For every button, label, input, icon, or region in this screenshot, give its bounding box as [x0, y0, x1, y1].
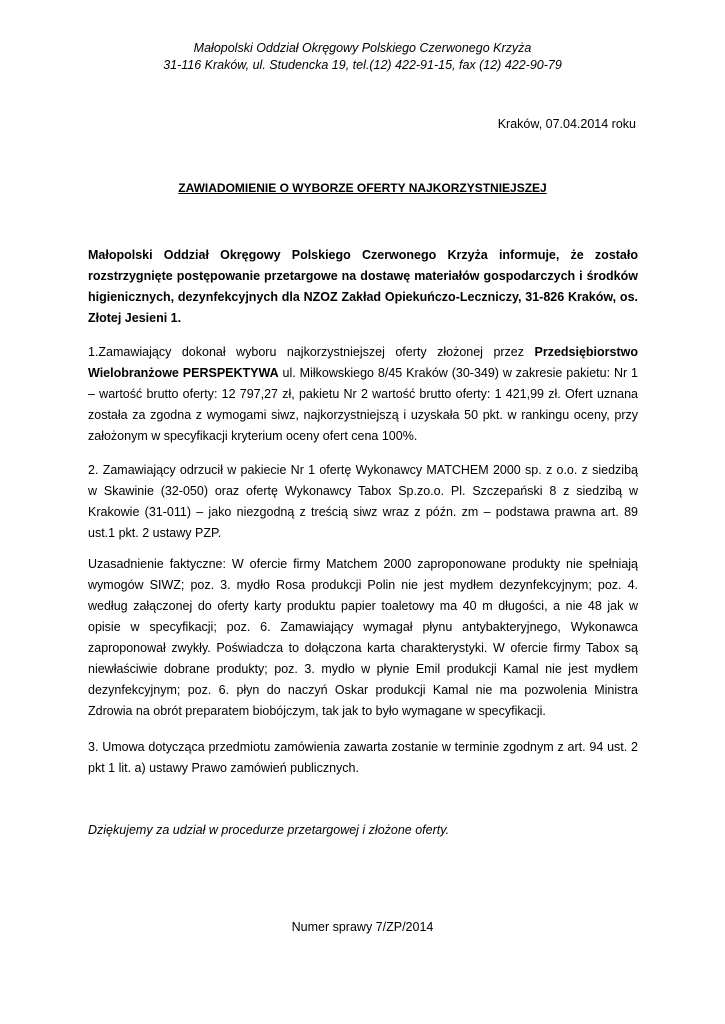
thank-you-note: Dziękujemy za udział w procedurze przetargowej i złożone oferty. — [88, 823, 450, 837]
paragraph-2: 2. Zamawiający odrzucił w pakiecie Nr 1 ofertę Wykonawcy MATCHEM 2000 sp. z o.o. z siedzibą w Skawinie (32-050) oraz ofertę Wykonawcy Tabox Sp.zo.o. Pl. Szczepański 8 z siedzibą w Krakowie (31-011) – jako niezgodną z treścią siwz wraz z późn. zm – podstawa prawna art. 89 ust.1 pkt. 2 ustawy PZP. — [88, 463, 638, 540]
justification-paragraph: Uzasadnienie faktyczne: W ofercie firmy Matchem 2000 zaproponowane produkty nie spełniają wymogów SIWZ; poz. 3. mydło Rosa produkcji Polin nie jest mydłem dezynfekcyjnym; poz. 4. według załączonej do oferty karty produktu papier toaletowy ma 40 m długości, a nie 48 jak w opisie w specyfikacji; poz. 6. Zamawiający wymagał płynu antybakteryjnego, Wykonawca zaproponował zwykły. Poświadcza to dołączona karta charakterystyki. W ofercie firmy Tabox są niewłaściwie dobrane produkty; poz. 3. mydło w płynie Emil produkcji Kamal nie jest mydłem dezynfekcyjnym; poz. 6. płyn do naczyń Oskar produkcji Kamal nie ma pozwolenia Ministra Zdrowia na obrót preparatem biobójczym, tak jak to było wymagane w specyfikacji. — [88, 557, 638, 718]
letterhead — [0, 40, 725, 74]
selected-company-name: Przedsiębiorstwo Wielobranżowe PERSPEKTYWA — [88, 345, 638, 380]
intro-paragraph: Małopolski Oddział Okręgowy Polskiego Czerwonego Krzyża informuje, że zostało rozstrzygnięte postępowanie przetargowe na dostawę materiałów gospodarczych i środków higienicznych, dezynfekcyjnych dla NZOZ Zakład Opiekuńczo-Leczniczy, 31-826 Kraków, os. Złotej Jesieni 1. — [88, 248, 638, 325]
paragraph-3: 3. Umowa dotycząca przedmiotu zamówienia zawarta zostanie w terminie zgodnym z art. 94 ust. 2 pkt 1 lit. a) ustawy Prawo zamówień publicznych. — [88, 740, 638, 775]
document-date: Kraków, 07.04.2014 roku — [497, 117, 636, 131]
paragraph-1-lead: 1.Zamawiający dokonał wyboru najkorzystniejszej oferty złożonej przez — [88, 345, 535, 359]
paragraph-1 — [88, 342, 638, 447]
paragraph-1-details: ul. Miłkowskiego 8/45 Kraków (30-349) w zakresie pakietu: Nr 1 – wartość brutto oferty: 12 797,27 zł, pakietu Nr 2 wartość brutto oferty: 1 421,99 zł. Ofert uznana została za zgodna z wymogami siwz, najkorzystniejszą i uzyskała 50 pkt. w rankingu oceny, przy założonym w specyfikacji kryterium oceny ofert cena 100%. — [88, 366, 638, 443]
case-number: Numer sprawy 7/ZP/2014 — [291, 920, 434, 934]
document-title: ZAWIADOMIENIE O WYBORZE OFERTY NAJKORZYSTNIEJSZEJ — [178, 181, 547, 195]
letterhead-organization: Małopolski Oddział Okręgowy Polskiego Czerwonego Krzyża — [193, 41, 532, 55]
letterhead-address: 31-116 Kraków, ul. Studencka 19, tel.(12) 422-91-15, fax (12) 422-90-79 — [163, 58, 562, 72]
